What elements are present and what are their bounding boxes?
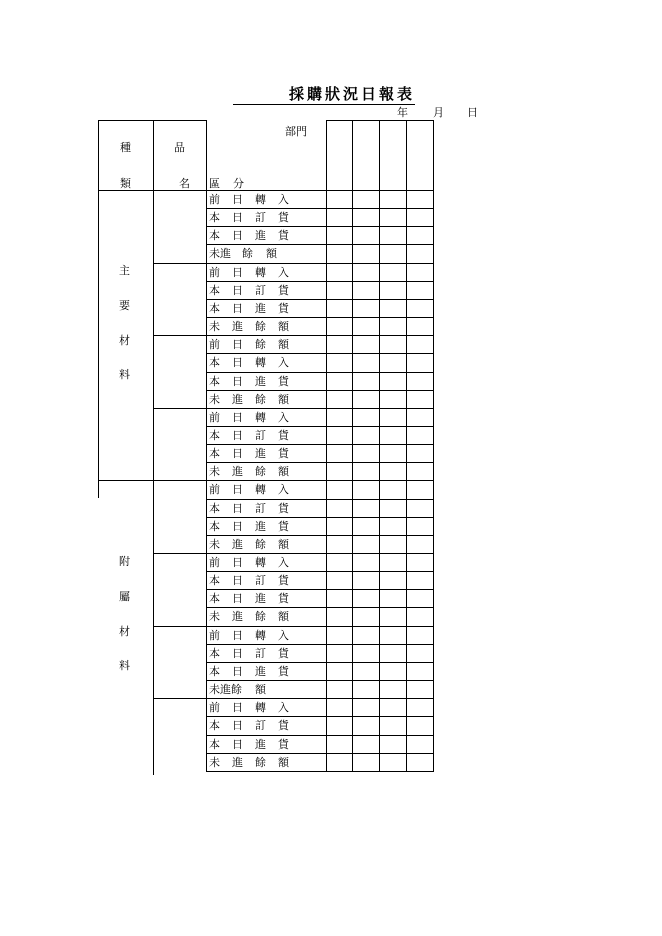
row-label <box>209 373 325 391</box>
row-label-part: 轉 <box>255 266 266 279</box>
row-label-part: 進 <box>255 665 266 678</box>
row-label-part: 日 <box>232 211 243 224</box>
row-label-part: 日 <box>232 375 243 388</box>
group-main-char: 要 <box>119 299 130 312</box>
row-label-part: 入 <box>278 411 289 424</box>
row-label-part: 前 <box>209 193 220 206</box>
row-label-part: 進 <box>255 447 266 460</box>
row-label <box>209 608 325 626</box>
grid-line-data-col <box>326 120 327 772</box>
grid-line-item-group <box>153 263 207 264</box>
row-label <box>209 481 325 499</box>
grid-line-item-group <box>153 626 207 627</box>
row-label-part: 貨 <box>278 520 289 533</box>
row-label-part: 日 <box>232 502 243 515</box>
row-label-part: 入 <box>278 193 289 206</box>
row-label-part: 貨 <box>278 665 289 678</box>
row-label-part: 貨 <box>278 738 289 751</box>
row-label-part: 本 <box>209 592 220 605</box>
grid-line-left-main <box>98 120 99 498</box>
row-label-part: 貨 <box>278 719 289 732</box>
row-label-part: 日 <box>232 338 243 351</box>
row-label <box>209 245 325 263</box>
row-label-part: 日 <box>232 629 243 642</box>
row-label <box>209 300 325 318</box>
row-label-part: 貨 <box>278 592 289 605</box>
row-label-part: 日 <box>232 738 243 751</box>
row-label-part: 餘 <box>255 756 266 769</box>
row-label-part: 前 <box>209 629 220 642</box>
row-label-part: 貨 <box>278 284 289 297</box>
row-label-part: 進 <box>232 538 243 551</box>
row-label-part: 本 <box>209 375 220 388</box>
row-label-part: 進 <box>232 320 243 333</box>
row-label-part: 轉 <box>255 356 266 369</box>
row-label-part: 訂 <box>255 211 266 224</box>
header-department: 部門 <box>285 125 307 138</box>
header-category-bottom: 類 <box>120 177 131 190</box>
row-label-part: 日 <box>232 193 243 206</box>
row-label-part: 本 <box>209 284 220 297</box>
row-label <box>209 264 325 282</box>
row-label-part: 貨 <box>278 447 289 460</box>
row-label-part: 貨 <box>278 375 289 388</box>
row-label <box>209 227 325 245</box>
row-label <box>209 518 325 536</box>
row-label-part: 進 <box>232 610 243 623</box>
row-label-part: 日 <box>232 411 243 424</box>
row-label-part: 餘 <box>255 393 266 406</box>
row-label-part: 轉 <box>255 556 266 569</box>
row-label <box>209 536 325 554</box>
row-label <box>209 336 325 354</box>
row-label-part: 本 <box>209 229 220 242</box>
row-label-part: 前 <box>209 483 220 496</box>
date-day: 日 <box>467 106 478 119</box>
group-main-char: 主 <box>119 264 130 277</box>
row-label-part: 未 <box>209 465 220 478</box>
grid-line-item-col <box>153 120 154 775</box>
row-label <box>209 572 325 590</box>
row-label-part: 本 <box>209 502 220 515</box>
row-label <box>209 590 325 608</box>
row-label-part: 入 <box>278 356 289 369</box>
group-aux-char: 屬 <box>119 590 130 603</box>
date-month: 月 <box>433 106 444 119</box>
grid-line-item-group <box>153 335 207 336</box>
row-label-part: 前 <box>209 266 220 279</box>
row-label-part: 餘 <box>255 610 266 623</box>
row-label <box>209 663 325 681</box>
row-label-part: 訂 <box>255 502 266 515</box>
row-label-part: 入 <box>278 629 289 642</box>
row-label-part: 日 <box>232 266 243 279</box>
row-label-part: 日 <box>232 574 243 587</box>
row-label-part: 日 <box>232 556 243 569</box>
row-label <box>209 717 325 735</box>
group-aux-char: 附 <box>119 555 130 568</box>
row-label-part: 額 <box>278 610 289 623</box>
row-label-part: 進 <box>255 229 266 242</box>
grid-line-data-col <box>433 120 434 772</box>
row-label-part: 額 <box>278 538 289 551</box>
row-label-part: 本 <box>209 447 220 460</box>
row-label-part: 進 <box>232 393 243 406</box>
row-label-part: 貨 <box>278 502 289 515</box>
row-label-part: 日 <box>232 665 243 678</box>
row-label-part: 本 <box>209 665 220 678</box>
row-label-part: 前 <box>209 556 220 569</box>
row-label-part: 進 <box>255 592 266 605</box>
group-main-char: 料 <box>119 368 130 381</box>
row-label-part: 日 <box>232 520 243 533</box>
row-label-part: 未 <box>209 320 220 333</box>
row-label-part: 訂 <box>255 284 266 297</box>
report-title: 採購狀況日報表 <box>233 84 415 105</box>
row-label <box>209 445 325 463</box>
row-label-part: 本 <box>209 520 220 533</box>
row-label-part: 未進 <box>209 247 231 260</box>
row-label-part: 貨 <box>278 429 289 442</box>
row-label-part: 進 <box>255 302 266 315</box>
row-label-part: 本 <box>209 302 220 315</box>
grid-line-item-group <box>153 408 207 409</box>
row-label <box>209 318 325 336</box>
row-label-part: 餘 <box>242 247 253 260</box>
row-label-part: 訂 <box>255 574 266 587</box>
row-label-part: 入 <box>278 556 289 569</box>
row-label-part: 餘 <box>255 465 266 478</box>
row-label-part: 前 <box>209 701 220 714</box>
row-label-part: 進 <box>232 756 243 769</box>
header-division-second: 分 <box>233 177 244 190</box>
row-label-part: 本 <box>209 738 220 751</box>
row-label-part: 未 <box>209 756 220 769</box>
row-label-part: 貨 <box>278 302 289 315</box>
row-label-part: 貨 <box>278 574 289 587</box>
grid-line-data-col <box>406 120 407 772</box>
row-label-part: 本 <box>209 211 220 224</box>
row-label <box>209 409 325 427</box>
grid-line-data-col <box>379 120 380 772</box>
row-label-part: 轉 <box>255 483 266 496</box>
row-label <box>209 282 325 300</box>
row-label-part: 未 <box>209 610 220 623</box>
header-item-top: 品 <box>174 141 185 154</box>
row-label-part: 日 <box>232 647 243 660</box>
row-label-part: 進 <box>232 465 243 478</box>
row-label-part: 訂 <box>255 429 266 442</box>
row-label-part: 進 <box>255 738 266 751</box>
row-label <box>209 427 325 445</box>
row-label <box>209 681 325 699</box>
header-division-first: 區 <box>209 177 220 190</box>
row-label-part: 未 <box>209 538 220 551</box>
row-label-part: 轉 <box>255 629 266 642</box>
row-label <box>209 391 325 409</box>
grid-line-top <box>326 120 434 121</box>
row-label-part: 轉 <box>255 193 266 206</box>
row-label-part: 訂 <box>255 647 266 660</box>
row-label-part: 入 <box>278 266 289 279</box>
group-aux-char: 料 <box>119 659 130 672</box>
row-label-part: 日 <box>232 701 243 714</box>
row-label-part: 日 <box>232 719 243 732</box>
row-label-part: 額 <box>278 756 289 769</box>
row-label-part: 貨 <box>278 647 289 660</box>
row-label <box>209 627 325 645</box>
row-label-part: 本 <box>209 719 220 732</box>
group-main-char: 材 <box>119 334 130 347</box>
row-label-part: 日 <box>232 284 243 297</box>
row-label-part: 日 <box>232 483 243 496</box>
grid-line-group-separator <box>98 480 207 481</box>
row-label-part: 日 <box>232 429 243 442</box>
row-label-part: 本 <box>209 429 220 442</box>
row-label-part: 前 <box>209 411 220 424</box>
row-label-part: 餘 <box>255 338 266 351</box>
row-label-part: 餘 <box>255 538 266 551</box>
row-label-part: 本 <box>209 647 220 660</box>
row-label-part: 日 <box>232 447 243 460</box>
group-aux-char: 材 <box>119 625 130 638</box>
header-item-bottom: 名 <box>179 177 190 190</box>
grid-line-division-col <box>206 120 207 772</box>
row-label-part: 未進餘 <box>209 683 242 696</box>
row-label-part: 訂 <box>255 719 266 732</box>
header-category-top: 種 <box>120 141 131 154</box>
date-year: 年 <box>397 106 408 119</box>
row-label-part: 未 <box>209 393 220 406</box>
row-label-part: 入 <box>278 701 289 714</box>
row-label <box>209 500 325 518</box>
row-label <box>209 554 325 572</box>
row-label-part: 入 <box>278 483 289 496</box>
row-label-part: 日 <box>232 592 243 605</box>
grid-line-data-col <box>352 120 353 772</box>
row-label-part: 額 <box>266 247 277 260</box>
row-label-part: 進 <box>255 520 266 533</box>
row-label <box>209 699 325 717</box>
row-label <box>209 754 325 772</box>
row-label-part: 日 <box>232 229 243 242</box>
row-label-part: 進 <box>255 375 266 388</box>
row-label-part: 額 <box>278 465 289 478</box>
row-label-part: 額 <box>278 320 289 333</box>
row-label <box>209 191 325 209</box>
row-label <box>209 645 325 663</box>
row-label <box>209 209 325 227</box>
grid-line-item-group <box>153 698 207 699</box>
row-label-part: 日 <box>232 302 243 315</box>
row-label-part: 轉 <box>255 411 266 424</box>
row-label-part: 日 <box>232 356 243 369</box>
row-label-part: 餘 <box>255 320 266 333</box>
row-label-part: 本 <box>209 574 220 587</box>
grid-line-item-group <box>153 553 207 554</box>
row-label-part: 本 <box>209 356 220 369</box>
row-label <box>209 736 325 754</box>
row-label-part: 貨 <box>278 229 289 242</box>
row-label-part: 額 <box>255 683 266 696</box>
row-label-part: 轉 <box>255 701 266 714</box>
row-label-part: 前 <box>209 338 220 351</box>
row-label <box>209 463 325 481</box>
row-label-part: 額 <box>278 338 289 351</box>
row-label <box>209 354 325 372</box>
row-label-part: 額 <box>278 393 289 406</box>
row-label-part: 貨 <box>278 211 289 224</box>
